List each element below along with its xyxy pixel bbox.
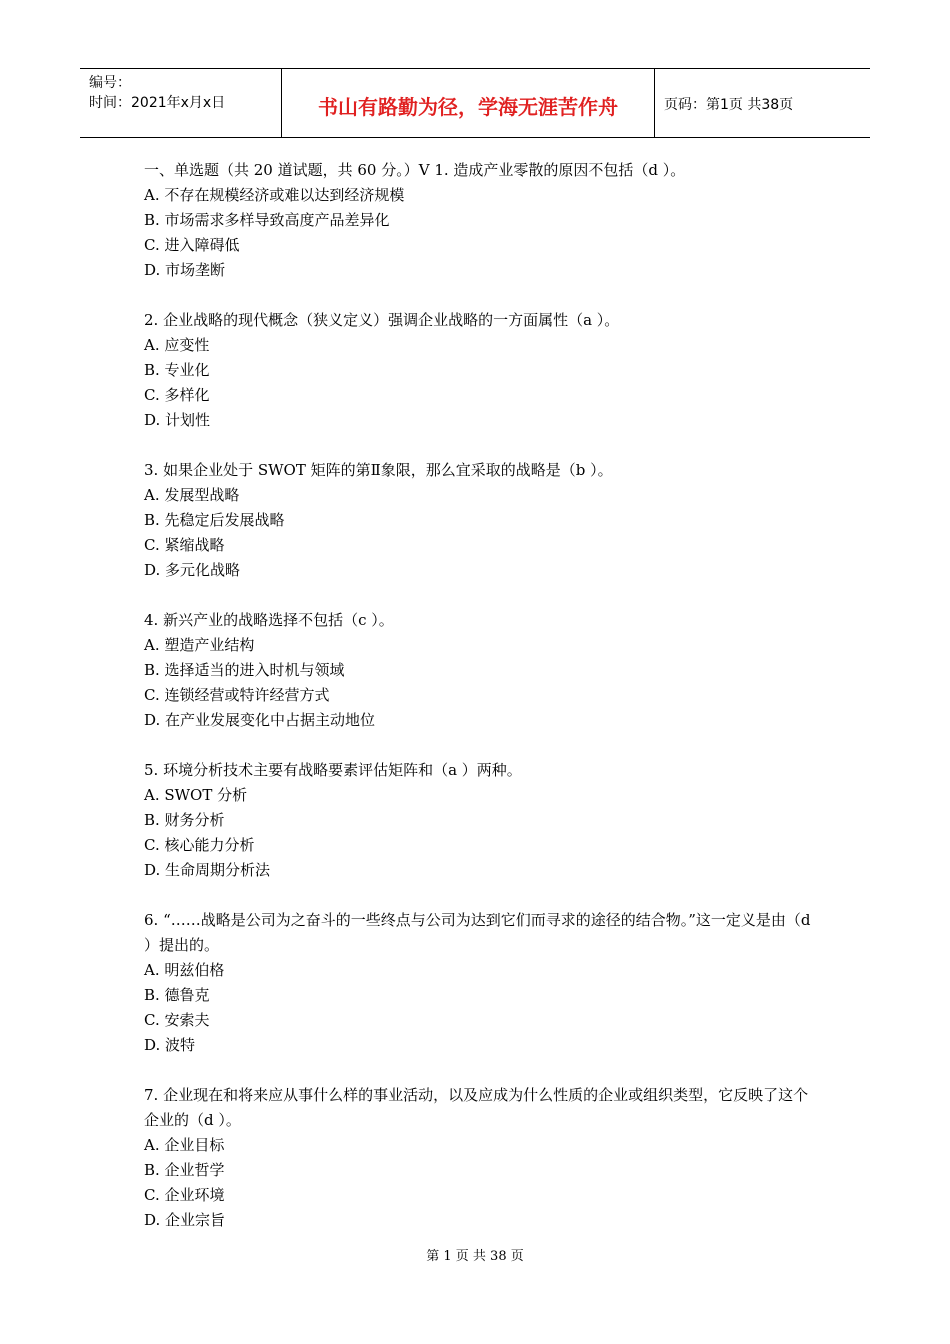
option-a: A. 应变性 (144, 336, 210, 354)
option-d: D. 在产业发展变化中占据主动地位 (144, 711, 376, 729)
question-6 (144, 908, 814, 1058)
option-c: C. 多样化 (144, 386, 210, 404)
option-b: B. 企业哲学 (144, 1161, 225, 1179)
option-c: C. 紧缩战略 (144, 536, 225, 554)
option-c: C. 企业环境 (144, 1186, 225, 1204)
option-d: D. 生命周期分析法 (144, 861, 271, 879)
option-d: D. 市场垄断 (144, 261, 226, 279)
option-d: D. 企业宗旨 (144, 1211, 226, 1229)
header-meta (80, 69, 282, 137)
option-d: D. 计划性 (144, 411, 211, 429)
question-stem: 一、单选题（共 20 道试题，共 60 分。）V 1. 造成产业零散的原因不包括（d ）。 (144, 161, 686, 179)
option-a: A. 不存在规模经济或难以达到经济规模 (144, 186, 405, 204)
option-d: D. 波特 (144, 1036, 196, 1054)
question-5 (144, 758, 814, 883)
question-4 (144, 608, 814, 733)
option-d: D. 多元化战略 (144, 561, 241, 579)
question-stem: 2. 企业战略的现代概念（狭义定义）强调企业战略的一方面属性（a ）。 (144, 311, 620, 329)
question-stem: 6. “……战略是公司为之奋斗的一些终点与公司为达到它们而寻求的途径的结合物。”这一定义是由（d ）提出的。 (144, 911, 811, 954)
option-b: B. 市场需求多样导致高度产品差异化 (144, 211, 390, 229)
option-b: B. 德鲁克 (144, 986, 210, 1004)
question-1 (144, 158, 814, 283)
option-b: B. 先稳定后发展战略 (144, 511, 285, 529)
option-c: C. 连锁经营或特许经营方式 (144, 686, 330, 704)
question-list (144, 158, 814, 1258)
document-header (80, 68, 870, 138)
question-2 (144, 308, 814, 433)
question-7 (144, 1083, 814, 1233)
question-stem: 5. 环境分析技术主要有战略要素评估矩阵和（a ）两种。 (144, 761, 522, 779)
option-a: A. SWOT 分析 (144, 786, 248, 804)
option-a: A. 发展型战略 (144, 486, 240, 504)
option-a: A. 塑造产业结构 (144, 636, 255, 654)
option-b: B. 财务分析 (144, 811, 225, 829)
time-label: 时间：2021年x月x日 (89, 95, 226, 111)
question-stem: 4. 新兴产业的战略选择不包括（c ）。 (144, 611, 394, 629)
option-b: B. 选择适当的进入时机与领域 (144, 661, 345, 679)
header-motto: 书山有路勤为径，学海无涯苦作舟 (282, 69, 655, 137)
number-label: 编号： (89, 75, 131, 91)
option-a: A. 明兹伯格 (144, 961, 225, 979)
question-stem: 3. 如果企业处于 SWOT 矩阵的第Ⅱ象限，那么宜采取的战略是（b ）。 (144, 461, 613, 479)
page-footer: 第 1 页 共 38 页 (426, 1249, 524, 1264)
option-c: C. 进入障碍低 (144, 236, 240, 254)
question-3 (144, 458, 814, 583)
option-c: C. 安索夫 (144, 1011, 210, 1029)
option-c: C. 核心能力分析 (144, 836, 255, 854)
header-page-info: 页码：第1页 共38页 (664, 97, 794, 113)
option-b: B. 专业化 (144, 361, 210, 379)
question-stem: 7. 企业现在和将来应从事什么样的事业活动，以及应成为什么性质的企业或组织类型，它反映了这个企业的（d ）。 (144, 1086, 809, 1129)
option-a: A. 企业目标 (144, 1136, 225, 1154)
